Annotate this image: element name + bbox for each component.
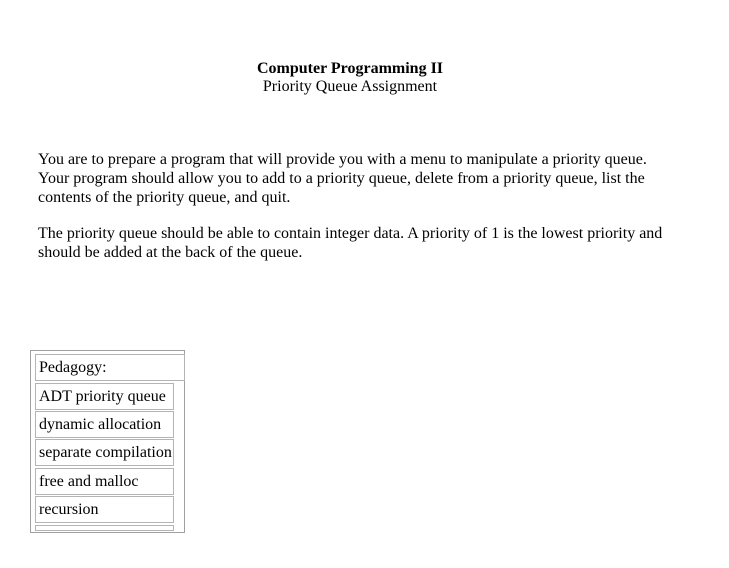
pedagogy-item: recursion (35, 496, 174, 523)
assignment-paragraph-1: You are to prepare a program that will provide you with a menu to manipulate a priority queue. Your program should allow you to add to a priority queue, delete from a priority queue, list the contents of the priority queue, and quit. (38, 151, 647, 206)
assignment-paragraph-2: The priority queue should be able to contain integer data. A priority of 1 is the lowest priority and should be added at the back of the queue. (38, 225, 663, 261)
pedagogy-item: free and malloc (35, 468, 174, 495)
pedagogy-item: separate compilation (35, 439, 174, 466)
pedagogy-item-empty (35, 525, 174, 531)
pedagogy-item: dynamic allocation (35, 411, 174, 438)
pedagogy-item: ADT priority queue (35, 383, 174, 410)
document-title: Computer Programming II (256, 60, 444, 77)
pedagogy-header-cell: Pedagogy: (35, 354, 185, 381)
pedagogy-table (30, 350, 185, 533)
document-subtitle: Priority Queue Assignment (262, 78, 438, 95)
